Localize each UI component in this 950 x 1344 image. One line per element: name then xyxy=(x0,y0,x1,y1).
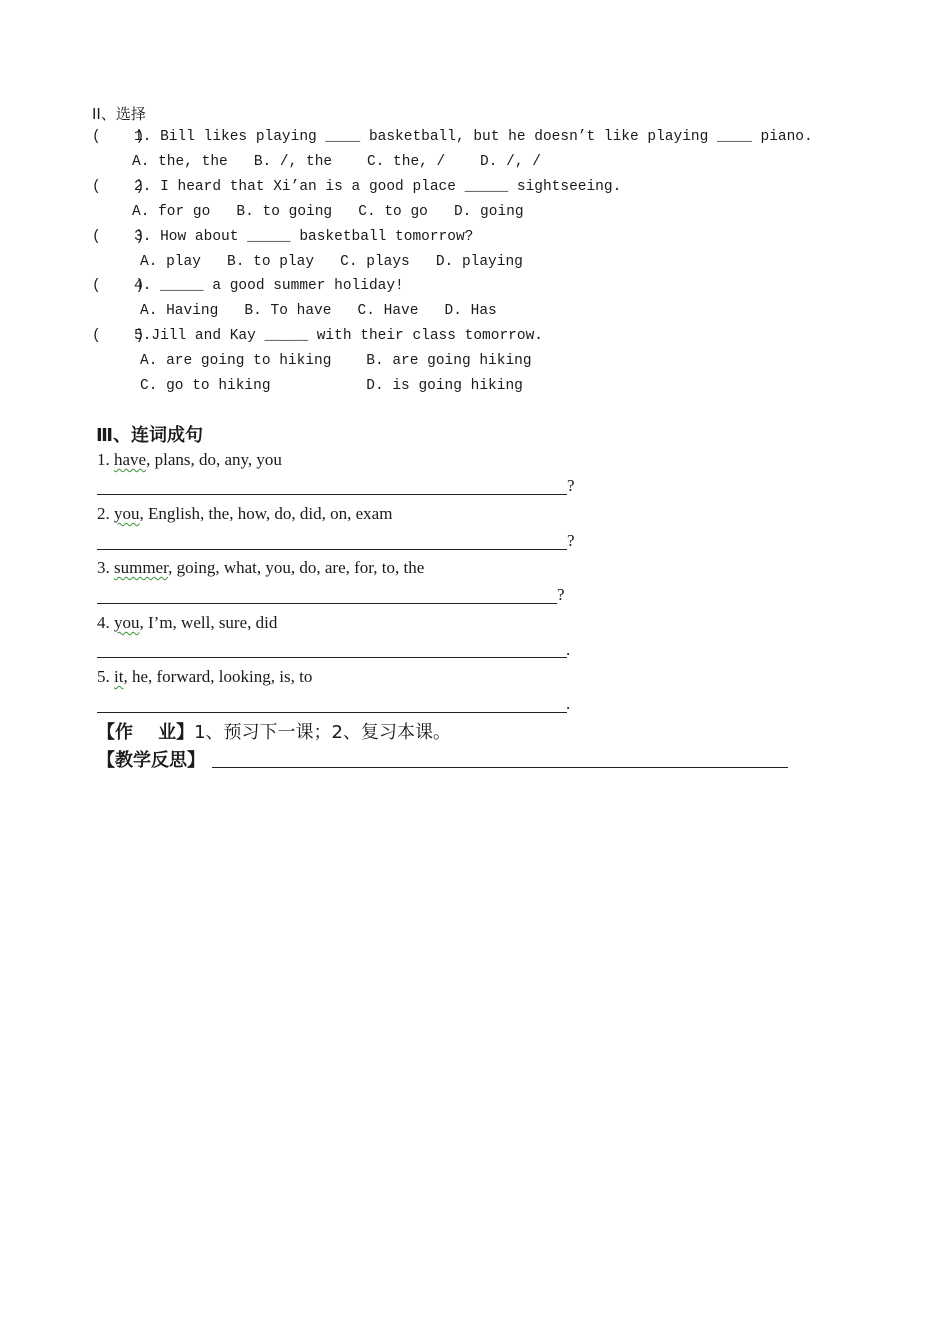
question-3-text: 3. How about _____ basketball tomorrow? xyxy=(134,229,474,245)
item-4-number: 4. xyxy=(97,613,110,632)
item-5-words: , he, forward, looking, is, to xyxy=(123,667,313,686)
reflection-label: 【教学反思】 xyxy=(97,750,205,771)
item-3-words: , going, what, you, do, are, for, to, the xyxy=(168,558,425,577)
sentence-item-3 xyxy=(97,558,424,578)
item-5-first-word: it xyxy=(114,667,124,686)
answer-end-mark-1: ? xyxy=(567,476,575,495)
item-2-number: 2. xyxy=(97,504,110,523)
question-4-paren: ( ) xyxy=(92,278,145,294)
section-2-heading: II、选择 xyxy=(92,105,146,123)
item-1-words: , plans, do, any, you xyxy=(146,450,282,469)
item-4-words: , I’m, well, sure, did xyxy=(139,613,278,632)
item-3-first-word: summer xyxy=(114,558,169,577)
question-5-text: 5.Jill and Kay _____ with their class tomorrow. xyxy=(134,328,543,344)
question-5-paren: ( ) xyxy=(92,328,145,344)
item-2-words: , English, the, how, do, did, on, exam xyxy=(139,504,393,523)
item-4-first-word: you xyxy=(114,613,140,632)
answer-end-mark-3: ? xyxy=(557,585,565,604)
question-1-text: 1. Bill likes playing ____ basketball, but he doesn’t like playing ____ piano. xyxy=(134,129,813,145)
homework-label: 【作 业】 xyxy=(97,722,195,743)
answer-line-4[interactable] xyxy=(97,657,567,658)
answer-line-2[interactable] xyxy=(97,549,567,550)
question-4-text: 4. _____ a good summer holiday! xyxy=(134,278,404,294)
section-3-heading: Ⅲ、连词成句 xyxy=(96,425,204,446)
homework-text: 1、预习下一课；2、复习本课。 xyxy=(194,722,451,743)
answer-end-mark-4: . xyxy=(566,640,571,659)
question-5-options-2: C. go to hiking D. is going hiking xyxy=(140,378,523,394)
sentence-item-2 xyxy=(97,504,392,524)
answer-line-5[interactable] xyxy=(97,712,567,713)
sentence-item-5 xyxy=(97,667,312,687)
answer-end-mark-5: . xyxy=(566,694,571,713)
answer-end-mark-2: ? xyxy=(567,531,575,550)
question-1-paren: ( ) xyxy=(92,129,145,145)
homework-row xyxy=(97,718,451,744)
answer-line-3[interactable] xyxy=(97,603,557,604)
answer-line-1[interactable] xyxy=(97,494,567,495)
question-1-options: A. the, the B. /, the C. the, / D. /, / xyxy=(132,154,541,170)
question-2-options: A. for go B. to going C. to go D. going xyxy=(132,204,524,220)
item-5-number: 5. xyxy=(97,667,110,686)
question-2-paren: ( ) xyxy=(92,179,145,195)
reflection-answer-line[interactable] xyxy=(212,767,788,768)
item-2-first-word: you xyxy=(114,504,140,523)
question-5-options: A. are going to hiking B. are going hiking xyxy=(140,353,532,369)
sentence-item-1 xyxy=(97,450,282,470)
question-3-options: A. play B. to play C. plays D. playing xyxy=(140,254,523,270)
item-1-first-word: have xyxy=(114,450,147,469)
item-3-number: 3. xyxy=(97,558,110,577)
sentence-item-4 xyxy=(97,613,277,633)
question-4-options: A. Having B. To have C. Have D. Has xyxy=(140,303,497,319)
item-1-number: 1. xyxy=(97,450,110,469)
question-2-text: 2. I heard that Xi’an is a good place _____ sightseeing. xyxy=(134,179,622,195)
question-3-paren: ( ) xyxy=(92,229,145,245)
